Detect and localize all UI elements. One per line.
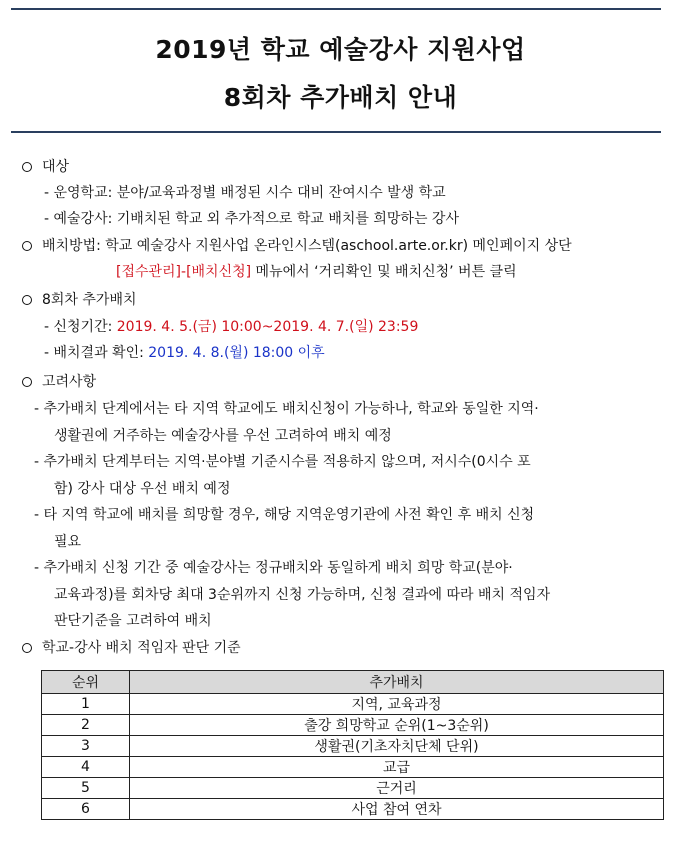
section-heading: 학교-강사 배치 적임자 판단 기준 <box>42 640 241 656</box>
circle-bullet-icon <box>22 162 32 172</box>
bottom-rule <box>11 131 661 133</box>
menu-path: [접수관리]-[배치신청] <box>116 264 252 280</box>
list-item: - 추가배치 단계부터는 지역·분야별 기준시수를 적용하지 않으며, 저시수(0시수 포 <box>34 454 531 470</box>
page-title: 2019년 학교 예술강사 지원사업 <box>155 35 526 64</box>
list-item-cont: 교육과정)를 회차당 최대 3순위까지 신청 가능하며, 신청 결과에 따라 배치 적임자 <box>54 587 551 603</box>
list-item-cont: 생활권에 거주하는 예술강사를 우선 고려하여 배치 예정 <box>54 428 392 444</box>
result-date <box>44 343 325 363</box>
criteria-cell: 지역, 교육과정 <box>130 694 664 715</box>
section-heading: 고려사항 <box>42 374 97 390</box>
list-item: - 예술강사: 기배치된 학교 외 추가적으로 학교 배치를 희망하는 강사 <box>44 211 459 227</box>
list-item-cont: 함) 강사 대상 우선 배치 예정 <box>54 481 231 497</box>
section-heading: 배치방법: 학교 예술강사 지원사업 온라인시스템(aschool.arte.or.kr) 메인페이지 상단 <box>42 238 572 254</box>
section-heading: 대상 <box>42 159 70 175</box>
criteria-cell: 교급 <box>130 757 664 778</box>
page-subtitle: 8회차 추가배치 안내 <box>223 83 458 112</box>
rank-cell: 6 <box>42 799 130 820</box>
rank-cell: 1 <box>42 694 130 715</box>
table-header-row <box>42 671 664 694</box>
method-continuation <box>116 262 517 282</box>
section-method <box>22 236 572 256</box>
circle-bullet-icon <box>22 377 32 387</box>
list-item: - 추가배치 단계에서는 타 지역 학교에도 배치신청이 가능하나, 학교와 동일한 지역· <box>34 401 539 417</box>
circle-bullet-icon <box>22 295 32 305</box>
rank-cell: 5 <box>42 778 130 799</box>
circle-bullet-icon <box>22 241 32 251</box>
column-header-criteria: 추가배치 <box>130 671 664 694</box>
period-label: - 신청기간: <box>44 319 117 335</box>
rank-cell: 2 <box>42 715 130 736</box>
criteria-table <box>41 670 664 820</box>
section-round <box>22 290 137 310</box>
method-text: 메뉴에서 ‘거리확인 및 배치신청’ 버튼 클릭 <box>251 264 517 280</box>
table-row <box>42 799 664 820</box>
list-item-cont: 필요 <box>54 534 82 550</box>
section-heading: 8회차 추가배치 <box>42 292 137 308</box>
criteria-cell: 사업 참여 연차 <box>130 799 664 820</box>
top-rule <box>11 8 661 10</box>
criteria-cell: 출강 희망학교 순위(1~3순위) <box>130 715 664 736</box>
table-row <box>42 694 664 715</box>
result-value: 2019. 4. 8.(월) 18:00 이후 <box>148 345 325 361</box>
list-item: - 타 지역 학교에 배치를 희망할 경우, 해당 지역운영기관에 사전 확인 후 배치 신청 <box>34 507 535 523</box>
list-item: - 운영학교: 분야/교육과정별 배정된 시수 대비 잔여시수 발생 학교 <box>44 185 446 201</box>
table-row <box>42 757 664 778</box>
section-considerations <box>22 372 96 392</box>
section-target <box>22 157 69 177</box>
list-item-cont: 판단기준을 고려하여 배치 <box>54 613 212 629</box>
rank-cell: 3 <box>42 736 130 757</box>
table-row <box>42 715 664 736</box>
circle-bullet-icon <box>22 643 32 653</box>
rank-cell: 4 <box>42 757 130 778</box>
list-item: - 추가배치 신청 기간 중 예술강사는 정규배치와 동일하게 배치 희망 학교(분야· <box>34 560 513 576</box>
column-header-rank: 순위 <box>42 671 130 694</box>
section-criteria <box>22 638 241 658</box>
application-period <box>44 317 418 337</box>
period-value: 2019. 4. 5.(금) 10:00~2019. 4. 7.(일) 23:59 <box>116 319 419 335</box>
result-label: - 배치결과 확인: <box>44 345 149 361</box>
criteria-cell: 근거리 <box>130 778 664 799</box>
table-row <box>42 778 664 799</box>
table-row <box>42 736 664 757</box>
criteria-cell: 생활권(기초자치단체 단위) <box>130 736 664 757</box>
